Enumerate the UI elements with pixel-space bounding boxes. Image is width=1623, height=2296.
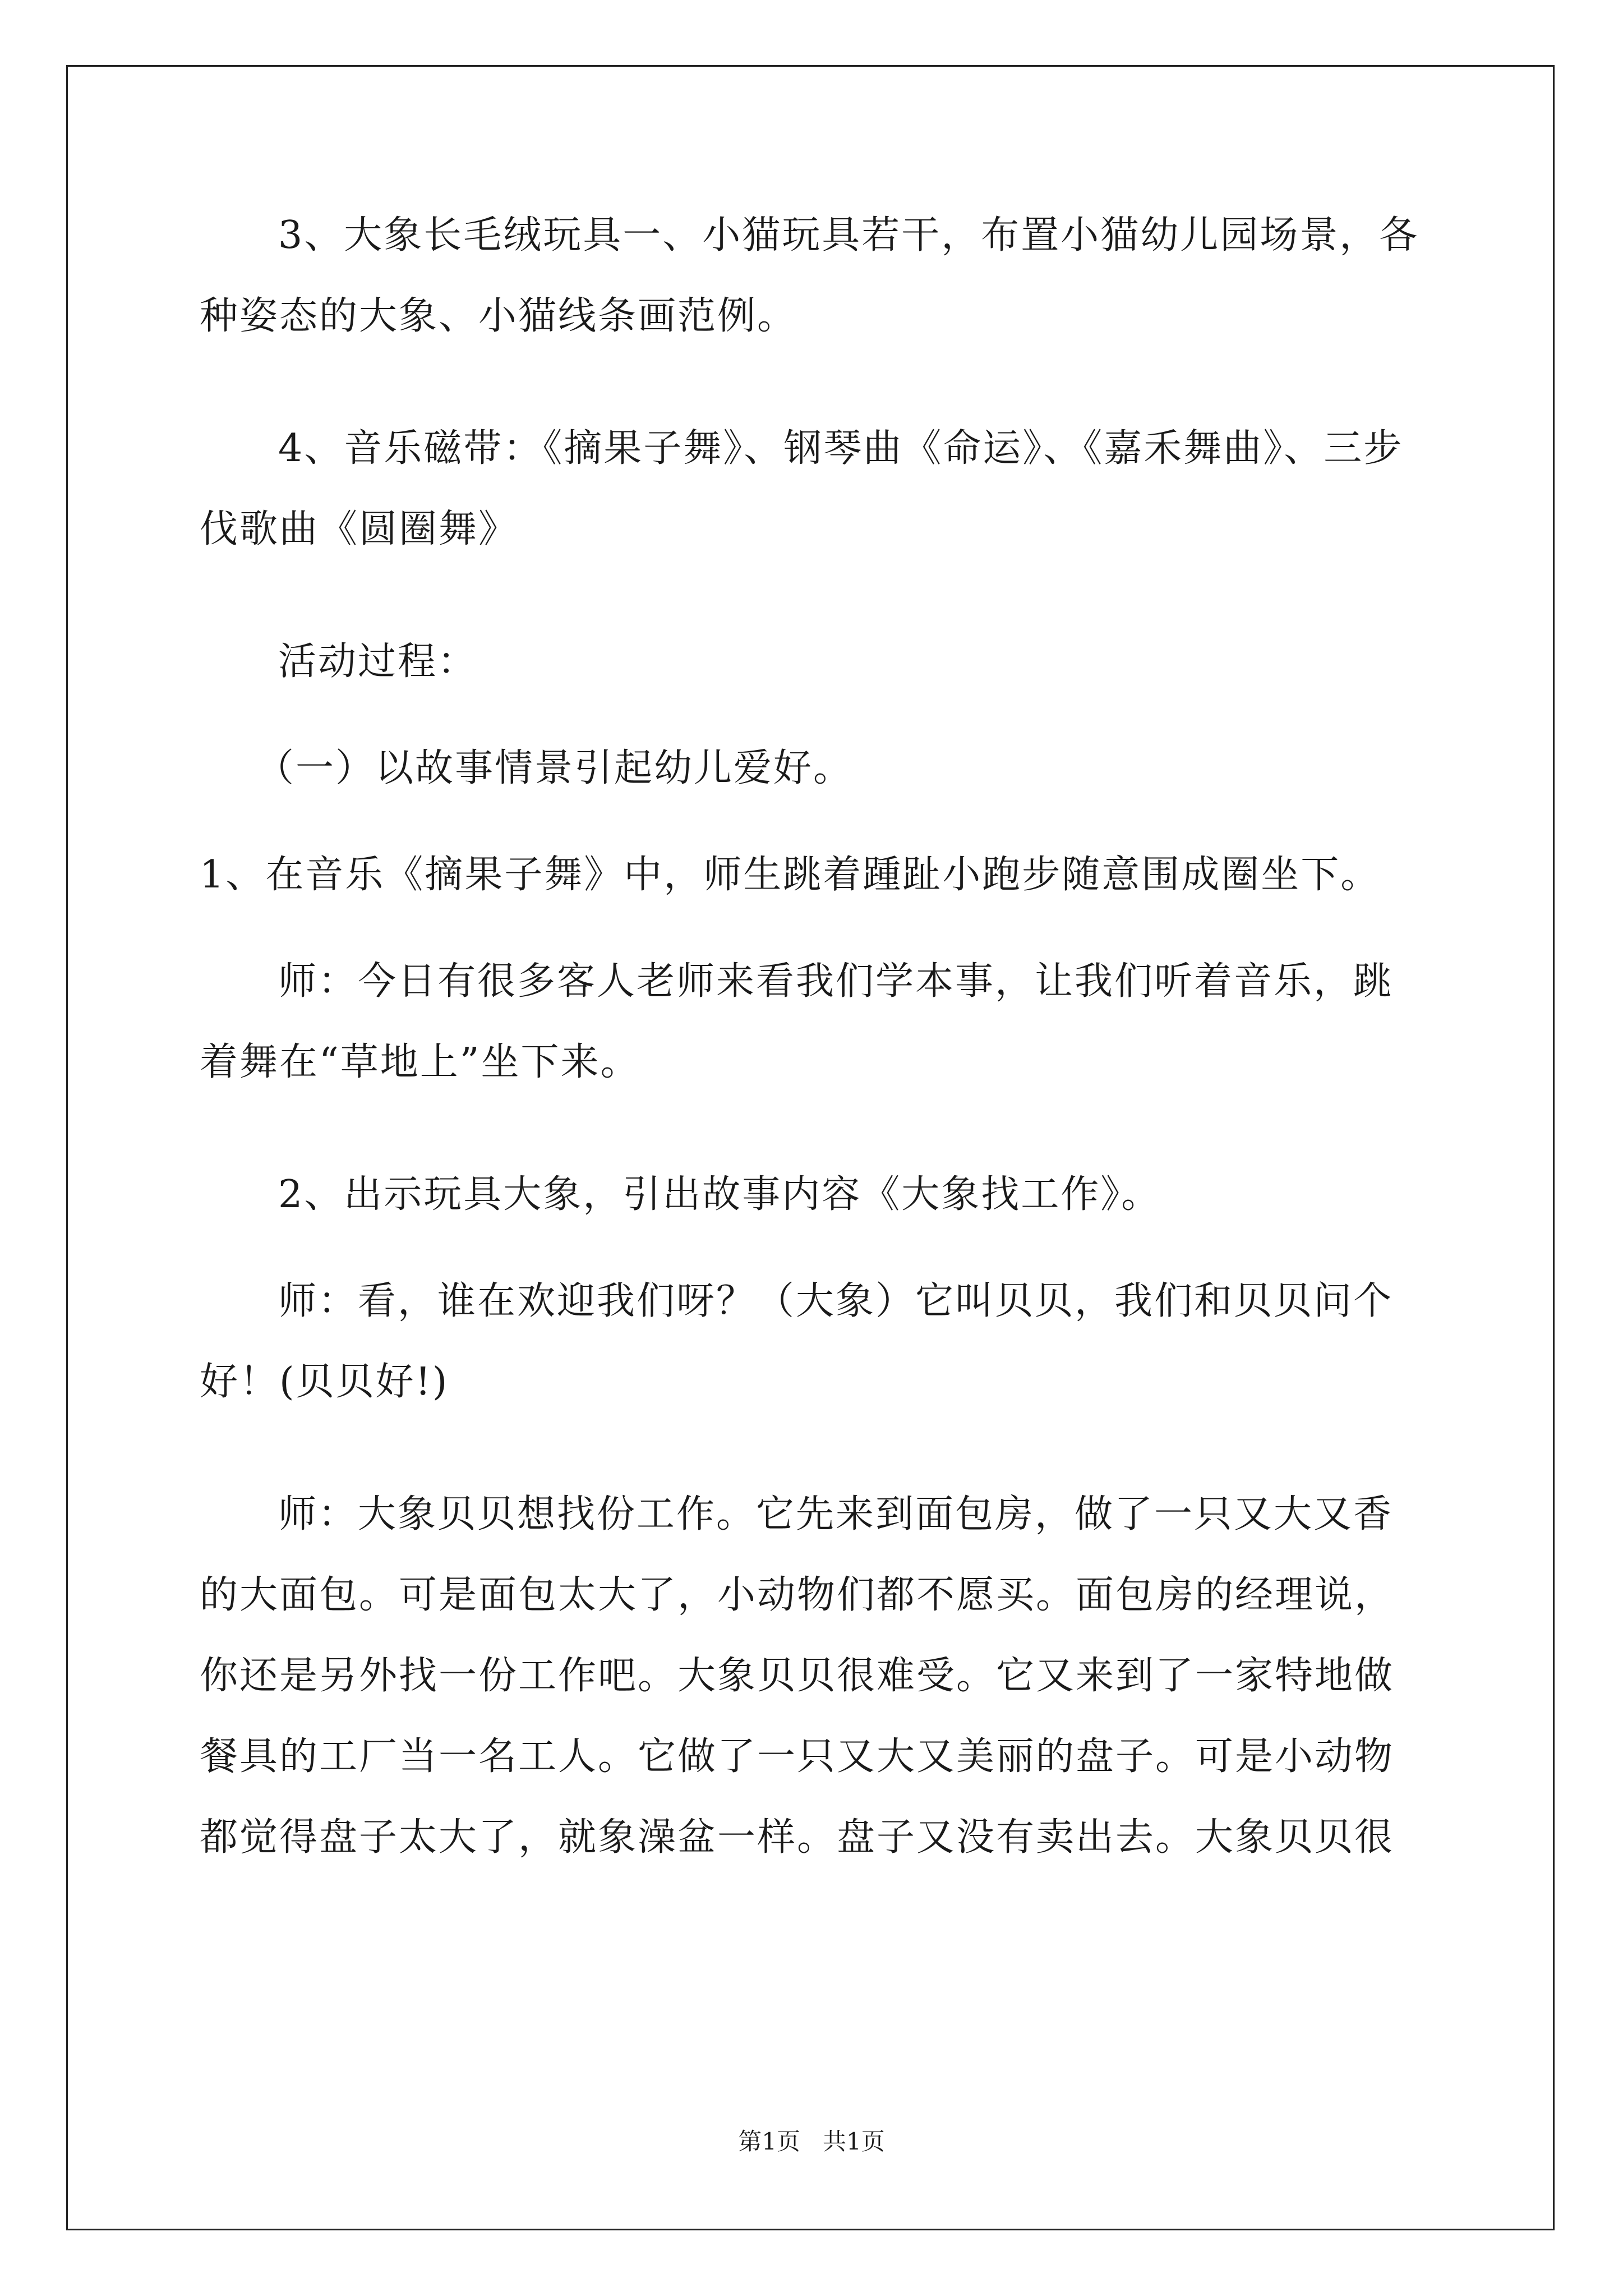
paragraph-line: 都觉得盘子太大了，就象澡盆一样。盘子又没有卖出去。大象贝贝很: [200, 1815, 1395, 1860]
paragraph-line: 师：今日有很多客人老师来看我们学本事，让我们听着音乐，跳: [278, 959, 1394, 1004]
paragraph-line: 你还是另外找一份工作吧。大象贝贝很难受。它又来到了一家特地做: [200, 1654, 1395, 1698]
page-footer: [0, 2125, 1623, 2159]
subsection-heading: （一）以故事情景引起幼儿爱好。: [256, 746, 854, 790]
paragraph-line: 的大面包。可是面包太大了，小动物们都不愿买。面包房的经理说，: [200, 1573, 1395, 1617]
paragraph-line: 4、音乐磁带：《摘果子舞》、钢琴曲《命运》、《嘉禾舞曲》、三步: [278, 426, 1404, 471]
page-count: 共1页: [823, 2128, 885, 2155]
paragraph-line: 好！(贝贝好!): [200, 1360, 449, 1404]
paragraph-line: 着舞在“草地上”坐下来。: [200, 1040, 640, 1084]
paragraph-line: 餐具的工厂当一名工人。它做了一只又大又美丽的盘子。可是小动物: [200, 1734, 1395, 1779]
section-heading: 活动过程：: [278, 639, 478, 684]
paragraph-line: 1、在音乐《摘果子舞》中，师生跳着踵趾小跑步随意围成圈坐下。: [200, 853, 1381, 897]
paragraph-line: 师：看，谁在欢迎我们呀？（大象）它叫贝贝，我们和贝贝问个: [278, 1279, 1394, 1323]
page-number: 第1页: [738, 2128, 800, 2155]
paragraph-line: 种姿态的大象、小猫线条画范例。: [200, 294, 797, 338]
paragraph-line: 3、大象长毛绒玩具一、小猫玩具若干，布置小猫幼儿园场景，各: [278, 213, 1419, 257]
page-border: [66, 65, 1555, 2230]
paragraph-line: 师：大象贝贝想找份工作。它先来到面包房，做了一只又大又香: [278, 1492, 1394, 1536]
paragraph-line: 伐歌曲《圆圈舞》: [200, 507, 519, 551]
paragraph-line: 2、出示玩具大象，引出故事内容《大象找工作》。: [278, 1172, 1161, 1217]
